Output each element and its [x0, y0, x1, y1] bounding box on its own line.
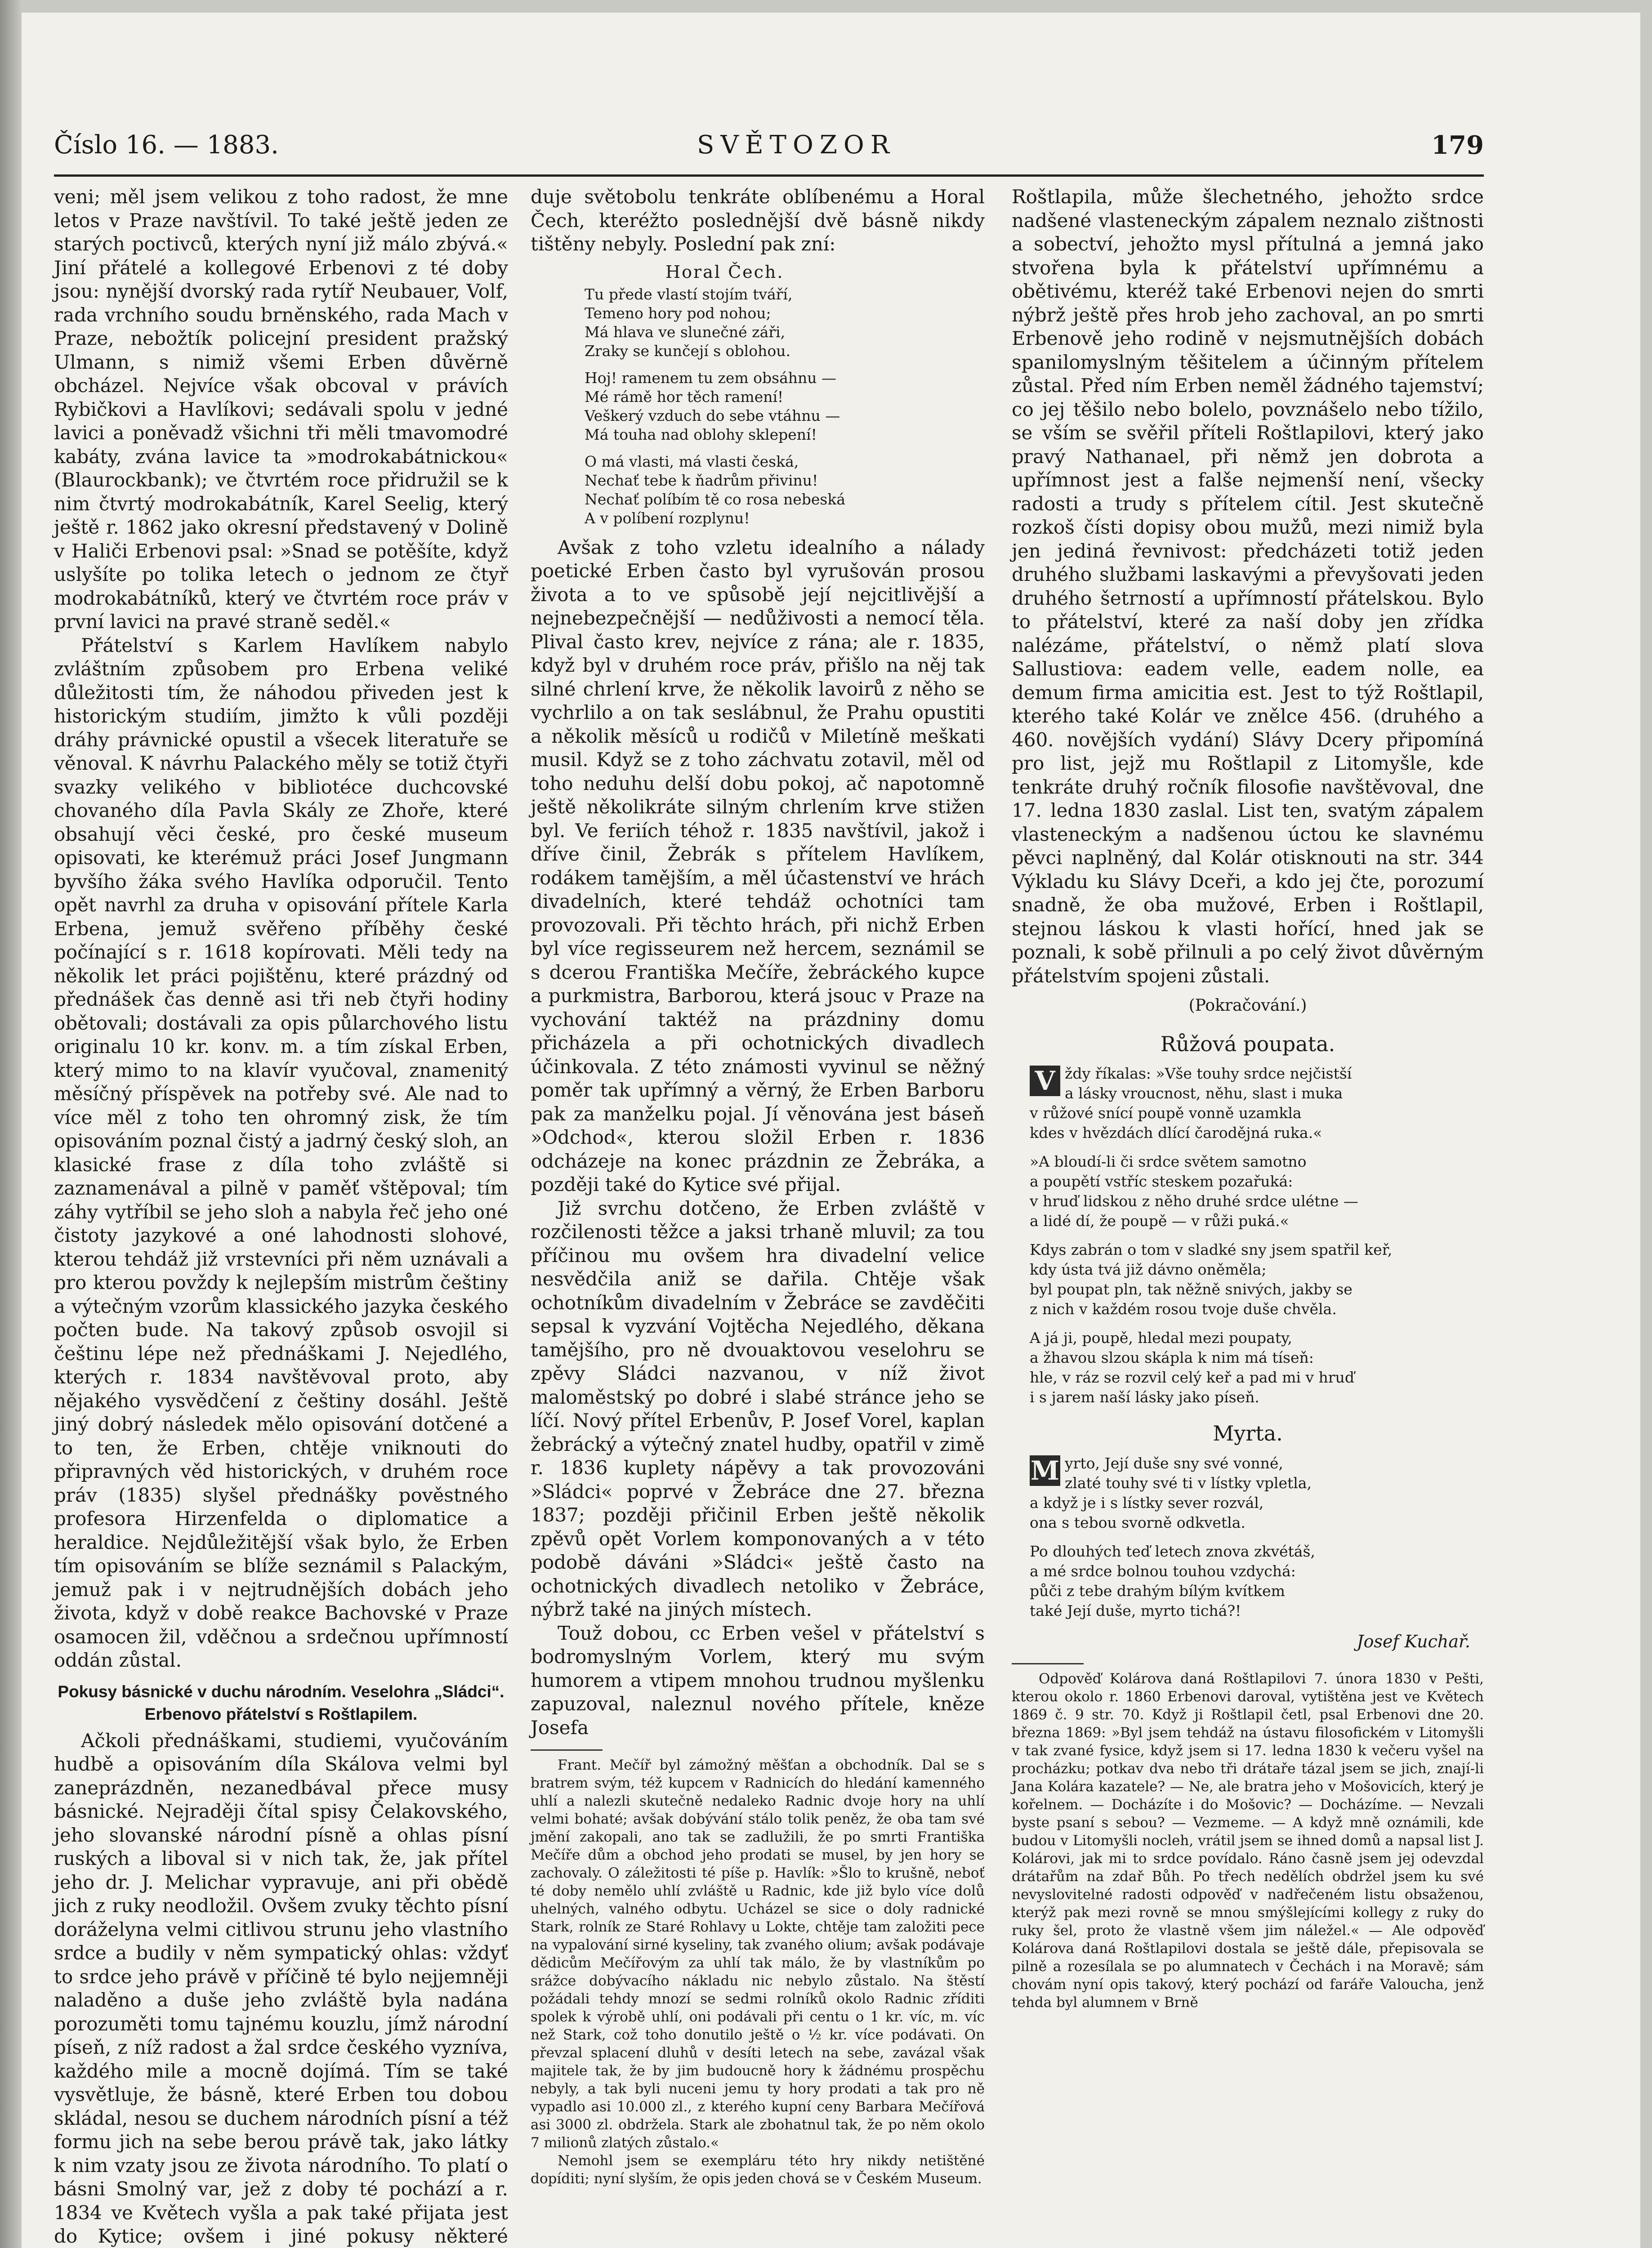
footnote-rule	[531, 1749, 603, 1751]
poem-line: Kdys zabrán o tom v sladké sny jsem spatřil keř,	[1030, 1241, 1393, 1258]
poem-line: Zraky se kunčejí s oblohou.	[585, 342, 790, 360]
poem-line: z nich v každém rosou tvoje duše chvěla.	[1030, 1300, 1337, 1318]
column-middle	[531, 185, 985, 2226]
poem-line: Veškerý vzduch do sebe vtáhnu —	[585, 406, 840, 424]
poem-stanza	[1030, 1152, 1484, 1231]
poem-ruzova-poupata	[1030, 1064, 1484, 1407]
poem-line: a mé srdce bolnou touhou vzdychá:	[1030, 1562, 1296, 1580]
issue-number: Číslo 16. — 1883.	[54, 130, 279, 160]
poem-stanza	[1030, 1328, 1484, 1407]
poem-line: a žhavou slzou skápla k nim má tíseň:	[1030, 1349, 1314, 1366]
poem-title: Myrta.	[1213, 1421, 1283, 1445]
footnote: Odpověď Kolárova daná Roštlapilovi 7. února 1830 v Pešti, kterou okolo r. 1860 Erbenovi daroval, vytištěna jest ve Květech 1869 č. 9 str. 70. Když ji Roštlapil četl, psal Erbenovi dne 20. března 1869: »Byl jsem tehdáž na ústavu filosofickém v Litomyšli v tak zvané fysice, když jsem si 17. ledna 1830 k večeru vyšel na procházku; potkav dva nebo tři drátaře tázal jsem se jich, znají-li Jana Kolára kazatele? — Ne, ale bratra jeho v Mošovicích, který je kořelnem. — Docházíte i do Mošovic? — Docházíme. — Nevzali byste psaní s sebou? — Vezmeme. — A když mně oznámili, kde budou v Litomyšli nocleh, vrátil jsem se ihned domů a napsal list J. Kolárovi, jak mi to srdce povídalo. Ráno časně jsem jej odevzdal drátařům na zdař Bůh. Po třech nedělích obdržel jsem ku své nevyslovitelné radosti odpověď v nadřečeném listu obsaženou, kterýž pak mezi rovně se mnou smýšlejícími kollegy z ruky do ruky šel, proto že vlastně všem jim náležel.« — Ale odpověď Kolárova daná Roštlapilovi dostala se ještě dále, přepisovala se pilně a rozesílala se po alumnatech v Čechách i na Moravě; sám chovám nyní opis takový, který pochází od faráře Valoucha, jenž tehda byl alumnem v Brně	[1012, 1671, 1484, 2011]
poem-line: a lásky vroucnost, něhu, slast i muka	[1065, 1084, 1343, 1102]
continued-note: (Pokračování.)	[1188, 996, 1307, 1015]
poem-line: a lidé dí, že poupě — v růži puká.«	[1030, 1212, 1289, 1230]
poem-line: Má hlava ve slunečné záři,	[585, 323, 786, 341]
column-left	[54, 185, 508, 2247]
poem-title: Horal Čech.	[665, 262, 784, 282]
poem-stanza	[1030, 1240, 1484, 1319]
page-spine	[0, 0, 22, 2248]
poem-stanza	[585, 285, 985, 361]
poem-line: a když je i s lístky sever rozvál,	[1030, 1494, 1264, 1512]
column-right	[1012, 185, 1484, 2235]
poem-line: Hoj! ramenem tu zem obsáhnu —	[585, 369, 837, 387]
poem-line: v růžové snící poupě vonně uzamkla	[1030, 1104, 1302, 1122]
poem-stanza	[585, 452, 985, 528]
poem-line: půči z tebe drahým bílým kvítkem	[1030, 1582, 1285, 1600]
paragraph: duje světobolu tenkráte oblíbenému a Horal Čech, kteréžto poslednější dvě básně nikdy tištěny nebyly. Poslední pak zní:	[531, 186, 985, 255]
header-rule	[54, 174, 1484, 177]
poem-line: Nechať políbím tě co rosa nebeská	[585, 490, 846, 508]
journal-title: SVĚTOZOR	[697, 130, 896, 160]
poem-line: Má touha nad oblohy sklepení!	[585, 425, 817, 443]
poem-line: a poupětí vstříc steskem pozařuká:	[1030, 1173, 1293, 1190]
poem-myrta	[1030, 1454, 1484, 1621]
drop-cap: M	[1030, 1455, 1060, 1486]
paragraph: Touž dobou, cc Erben vešel v přátelství s bodromyslným Vorlem, který mu svým humorem a vtipem mnohou trudnou myšlenku zapuzoval, naleznul nového přítele, kněze Josefa	[531, 1622, 985, 1739]
drop-cap: V	[1030, 1066, 1060, 1096]
paragraph: veni; měl jsem velikou z toho radost, že mne letos v Praze navštívil. To také ještě jeden ze starých poctivců, kterých nyní již málo zbývá.« Jiní přátelé a kollegové Erbenovi z té doby jsou: nynější dvorský rada rytíř Neubauer, Volf, rada vrchního soudu brněnského, rada Mach v Praze, nebožtík policejní president pražský Ulmann, s nimiž všemi Erben důvěrně obcházel. Nejvíce však obcoval v právích Rybičkovi a Havlíkovi; sedávali spolu v jedné lavici a poněvadž všichni tři měli tmavomodré kabáty, zvána lavice ta »modrokabátnickou« (Blaurockbank); ve čtvrtém roce přidružil se k nim čtvrtý modrokabátník, Karel Seelig, který ještě r. 1862 jako okresní představený v Dolině v Haliči Erbenovi psal: »Snad se potěšíte, když uslyšíte po tolika letech o jednom ze čtyř modrokabátníků, který ve čtvrtém roce práv v první lavici na pravé straně seděl.«	[54, 186, 508, 633]
poem-line: Po dlouhých teď letech znova zkvétáš,	[1030, 1542, 1315, 1560]
footnote: Nemohl jsem se exempláru této hry nikdy netištěné dopíditi; nyní slyším, že opis jeden chová se v Českém Museum.	[531, 2153, 985, 2187]
poem-line: kdes v hvězdách dlící čarodějná ruka.«	[1030, 1124, 1322, 1142]
poem-stanza	[1030, 1454, 1484, 1533]
poem-horal-cech	[585, 263, 985, 528]
poem-line: Temeno hory pod nohou;	[585, 304, 771, 322]
poem-line: A v políbení rozplynu!	[585, 509, 750, 527]
paragraph: Roštlapila, může šlechetného, jehožto srdce nadšené vlasteneckým zápalem neznalo zištnosti a sobectví, jehožto mysl přítulná a jemná jako stvořena byla k přátelství upřímnému a obětivému, kteréž také Erbenovi nejen do smrti nýbrž ještě přes hrob jeho zachoval, an po smrti Erbenově jeho rodině v nejsmutnějších dobách spanilomyslným těšitelem a účinným přítelem zůstal. Před ním Erben neměl žádného tajemství; co jej těšilo nebo bolelo, povznášelo nebo tížilo, se vším se svěřil příteli Roštlapilovi, který jako pravý Nathanael, při němž jen dobrota a upřímnost jest a falše nejmenší není, všecky radosti a trudy s přítelem cítil. Jest skutečně rozkoš čísti dopisy obou mužů, mezi nimiž byla jen jediná řevnivost: předcházeti totiž jeden druhého službami laskavými a převyšovati jeden druhého šetrností a upřímností přátelskou. Bylo to přátelství, které za naší doby jen zřídka nalézáme, přátelství, o němž platí slova Sallustiova: eadem velle, eadem nolle, ea demum firma amicitia est. Jest to týž Roštlapil, kterého také Kolár ve znělce 456. (druhého a 460. novějších vydání) Slávy Dcery připomíná pro list, jejž mu Roštlapil z Litomyšle, kde tenkráte druhý ročník filosofie navštěvoval, dne 17. ledna 1830 zaslal. List ten, svatým zápalem vlasteneckým a nadšenou úctou ke slavnému pěvci naplněný, dal Kolár otisknouti na str. 344 Výkladu ku Slávy Dceři, a kdo jej čte, porozumí snadně, že oba mužové, Erben i Roštlapil, stejnou láskou k vlasti hořící, hned jak se poznali, k sobě přilnuli a po celý život důvěrným přátelstvím spojeni zůstali.	[1012, 186, 1484, 987]
poem-line: Tu přede vlastí stojím tváří,	[585, 285, 793, 303]
poem-line: zlaté touhy své ti v lístky vpletla,	[1065, 1474, 1312, 1492]
poem-line: »A bloudí-li či srdce světem samotno	[1030, 1153, 1307, 1170]
poem-author: Josef Kuchař.	[1357, 1631, 1470, 1651]
poem-line: i s jarem naší lásky jako píseň.	[1030, 1388, 1259, 1406]
poem-line: yrto, Její duše sny své vonné,	[1065, 1454, 1283, 1472]
poem-title: Růžová poupata.	[1160, 1031, 1335, 1056]
paragraph: Ačkoli přednáškami, studiemi, vyučováním hudbě a opisováním díla Skálova velmi byl zaneprázdněn, nezanedbával přece musy básnické. Nejraději čítal spisy Čelakovského, jeho slovanské národní písně a ohlas písní ruských a liboval si v nich tak, že, jak přítel jeho dr. J. Melichar vypravuje, ani při obědě jich z ruky neodložil. Ovšem zvuky těchto písní doráželyna velmi citlivou strunu jeho vlastního srdce a budily v něm sympatický ohlas: vždyť to srdce jeho právě v příčině té bylo nejjemněji naladěno a duše jeho zvláště byla nadána porozuměti tomu tajnému kouzlu, jímž národní píseň, z níž radost a žal srdce českého vyzníva, každého mile a mocně dojímá. Tím se také vysvětluje, že básně, které Erben tou dobou skládal, nesou se duchem národních písní a též formu jich na sebe berou právě tak, jako látky k nim vzaty jsou ze života národního. To platí o básni Smolný var, jež z doby té pochází a r. 1834 ve Květech vyšla a pak také přijata jest do Kytice; ovšem i jiné pokusy některé	[54, 1729, 508, 2247]
poem-line: kdy ústa tvá již dávno oněměla;	[1030, 1261, 1267, 1278]
poem-stanza	[1030, 1542, 1484, 1621]
running-header	[54, 130, 1484, 166]
poem-line: O má vlasti, má vlasti česká,	[585, 452, 799, 470]
footnote-rule	[1012, 1663, 1084, 1664]
paragraph: Přátelství s Karlem Havlíkem nabylo zvláštním způsobem pro Erbena veliké důležitosti tím, že náhodou přiveden jest k historickým studiím, jimžto k vůli později dráhy právnické opustil a všecek literatuře se věnoval. K návrhu Palackého měly se totiž čtyři svazky velikého v bibliotéce duchcovské chovaného díla Pavla Skály ze Zhoře, které obsahují věci české, pro české museum opisovati, ke kterémuž práci Josef Jungmann byvšího žáka svého Havlíka odporučil. Tento opět navrhl za druha v opisování přítele Karla Erbena, jemuž svěřeno příběhy české počínající s r. 1618 kopírovati. Měli tedy na několik let práci pojištěnu, které prázdný od přednášek čas denně asi tři neb čtyři hodiny obětovali; dostávali za opis půlarchového listu originalu 10 kr. konv. m. a tím získal Erben, který mimo to na klavír vyučoval, znamenitý měsíčný příspěvek na potřeby své. Ale nad to více měl z toho ten ohromný zisk, že tím opisováním poznal čistý a jadrný český sloh, an klasické frase z díla toho zvláště si zaznamenával a pilně v paměť vštěpoval; tím záhy vytříbil se jeho sloh a nabyla řeč jeho oné čistoty jazykové a oné lahodnosti slohové, kterou tehdáž již vrstevníci při něm uznávali a pro kterou povždy k nejlepším mistrům češtiny a výtečným vzorům klassického jazyka českého počten bude. Na takový způsob osvojil si češtinu lépe než přednáškami J. Nejedlého, kterých r. 1834 navštěvoval proto, aby nějakého vysvědčení z češtiny dosáhl. Ještě jiný dobrý následek mělo opisování dotčené a to ten, že Erben, chtěje vniknouti do připravných věd historických, v druhém roce práv (1835) slyšel přednášky pověstného profesora Hirzenfelda o diplomatice a heraldice. Nejdůležitější však bylo, že Erben tím opisováním se blíže seznámil s Palackým, jemuž pak i v nejtrudnějších dobách jeho života, když v době reakce Bachovské v Praze osamocen žil, vděčnou a srdečnou upřímností oddán zůstal.	[54, 634, 508, 1671]
poem-stanza	[1030, 1064, 1484, 1143]
poem-line: Nechať tebe k ňadrům přivinu!	[585, 471, 818, 489]
poem-line: hle, v ráz se rozvil celý keř a pad mi v hruď	[1030, 1369, 1354, 1386]
poem-line: také Její duše, myrto tichá?!	[1030, 1601, 1241, 1619]
paragraph: Avšak z toho vzletu idealního a nálady poetické Erben často byl vyrušován prosou života a to ve spůsobě její nejcitlivější a nejnebezpečnější — nedůživosti a nemocí těla. Plival často krev, nejvíce z rána; ale r. 1835, když byl v druhém roce práv, přišlo na něj tak silné chrlení krve, že několik lavoirů z něho se vychrlilo a on tak seslábnul, že Prahu opustiti a několik měsíců u rodičů v Miletíně meškati musil. Když se z toho záchvatu zotavil, měl od toho neduhu delší dobu pokoj, ač napotomně ještě několikráte silným chrlením krve stižen byl. Ve feriích téhož r. 1835 navštívil, jakož i dříve činil, Žebrák s přítelem Havlíkem, rodákem tamějším, a měl účastenství ve hrách divadelních, které tehdáž ochotníci tam provozovali. Při těchto hrách, při nichž Erben byl více regisseurem než hercem, seznámil se s dcerou Františka Mečíře, žebráckého kupce a purkmistra, Barborou, která jsouc v Praze na vychování taktéž na prázdniny domu přicházela a při ochotnických divadlech účinkovala. Z této známosti vyvinul se něžný poměr tak upřímný a věrný, že Erben Barboru pak za manželku pojal. Jí věnována jest báseň »Odchod«, kterou složil Erben r. 1836 odcházeje na konec prázdnin ze Žebráka, a později také do Kytice své přijal.	[531, 536, 985, 1195]
poem-line: ona s tebou svorně odkvetla.	[1030, 1513, 1246, 1531]
poem-line: ždy říkalas: »Vše touhy srdce nejčistší	[1065, 1065, 1352, 1082]
poem-line: byl poupat pln, tak něžně snivých, jakby se	[1030, 1280, 1353, 1298]
poem-line: A já ji, poupě, hledal mezi poupaty,	[1030, 1329, 1292, 1347]
section-heading: Pokusy básnické v duchu národním. Veselohra „Sládci“. Erbenovo přátelství s Roštlapilem.	[58, 1682, 505, 1723]
footnote: Frant. Mečíř byl zámožný měšťan a obchodník. Dal se s bratrem svým, též kupcem v Radnicích do hledání kamenného uhlí a nalezli skutečně nedaleko Radnic dvoje hory na uhlí velmi bohaté; avšak dobývání stálo tolik peněz, že oba tam své jmění zakopali, ano tak se zadlužili, že po smrti Františka Mečíře dům a obchod jeho prodati se musel, by jen hory se zachovaly. O záležitosti té píše p. Havlík: »Šlo to krušně, neboť té doby nemělo uhlí zvláště u Radnic, kde již bylo více dolů uhelných, valného odbytu. Ucházel se sice o doly radnické Stark, rolník ze Staré Rohlavy u Lokte, chtěje tam založiti pece na vypalování sirné kyseliny, tak zvaného olium; avšak podávaje dědicům Mečířovým za uhlí tak málo, že by vlastníkům po srážce dobývacího nákladu nic nebylo zůstalo. Na štěstí požádali tehdy mnozí se sedmi rolníků okolo Radnic zříditi spolek k výrobě uhlí, oni podávali při centu o 1 kr. víc, m. víc než Stark, což toho donutilo ještě o ½ kr. více podávati. On převzal splacení dluhů v desíti letech na sebe, zavázal však majitele tak, že by jim budoucně hory k žádnému prospěchu nebyly, a tak byli nuceni jemu ty hory prodati a tak pro ně vypadlo asi 10.000 zl., z kterého kupní ceny Barbara Mečířová asi 3000 zl. obdržela. Stark ale zbohatnul tak, že po něm okolo 7 milionů zlatých zůstalo.«	[531, 1757, 985, 2151]
page-number: 179	[1431, 130, 1484, 160]
poem-line: Mé rámě hor těch ramení!	[585, 388, 784, 406]
poem-stanza	[585, 369, 985, 444]
paragraph: Již svrchu dotčeno, že Erben zvláště v rozčilenosti těžce a jaksi trhaně mluvil; za tou příčinou mu ovšem hra divadelní velice nesvědčila aniž se dařila. Chtěje však ochotníkům divadelním v Žebráce se zavděčiti sepsal k vyzvání Vojtěcha Nejedlého, děkana tamějšího, pro ně dvouaktovou veselohru se zpěvy Sládci nazvanou, v níž život maloměstský po dobré i slabé stránce jeho se líčí. Nový přítel Erbenův, P. Josef Vorel, kaplan žebrácký a výtečný znatel hudby, opatřil v zimě r. 1836 kuplety nápěvy a tak provozováni »Sládci« poprvé v Žebráce dne 27. března 1837; později přičinil Erben ještě několik zpěvů opět Vorlem komponovaných a v této podobě dáváni »Sládci« ještě často na ochotnických divadlech netoliko v Žebráce, nýbrž také na jiných místech.	[531, 1197, 985, 1620]
poem-line: v hruď lidskou z něho druhé srdce ulétne —	[1030, 1192, 1358, 1210]
